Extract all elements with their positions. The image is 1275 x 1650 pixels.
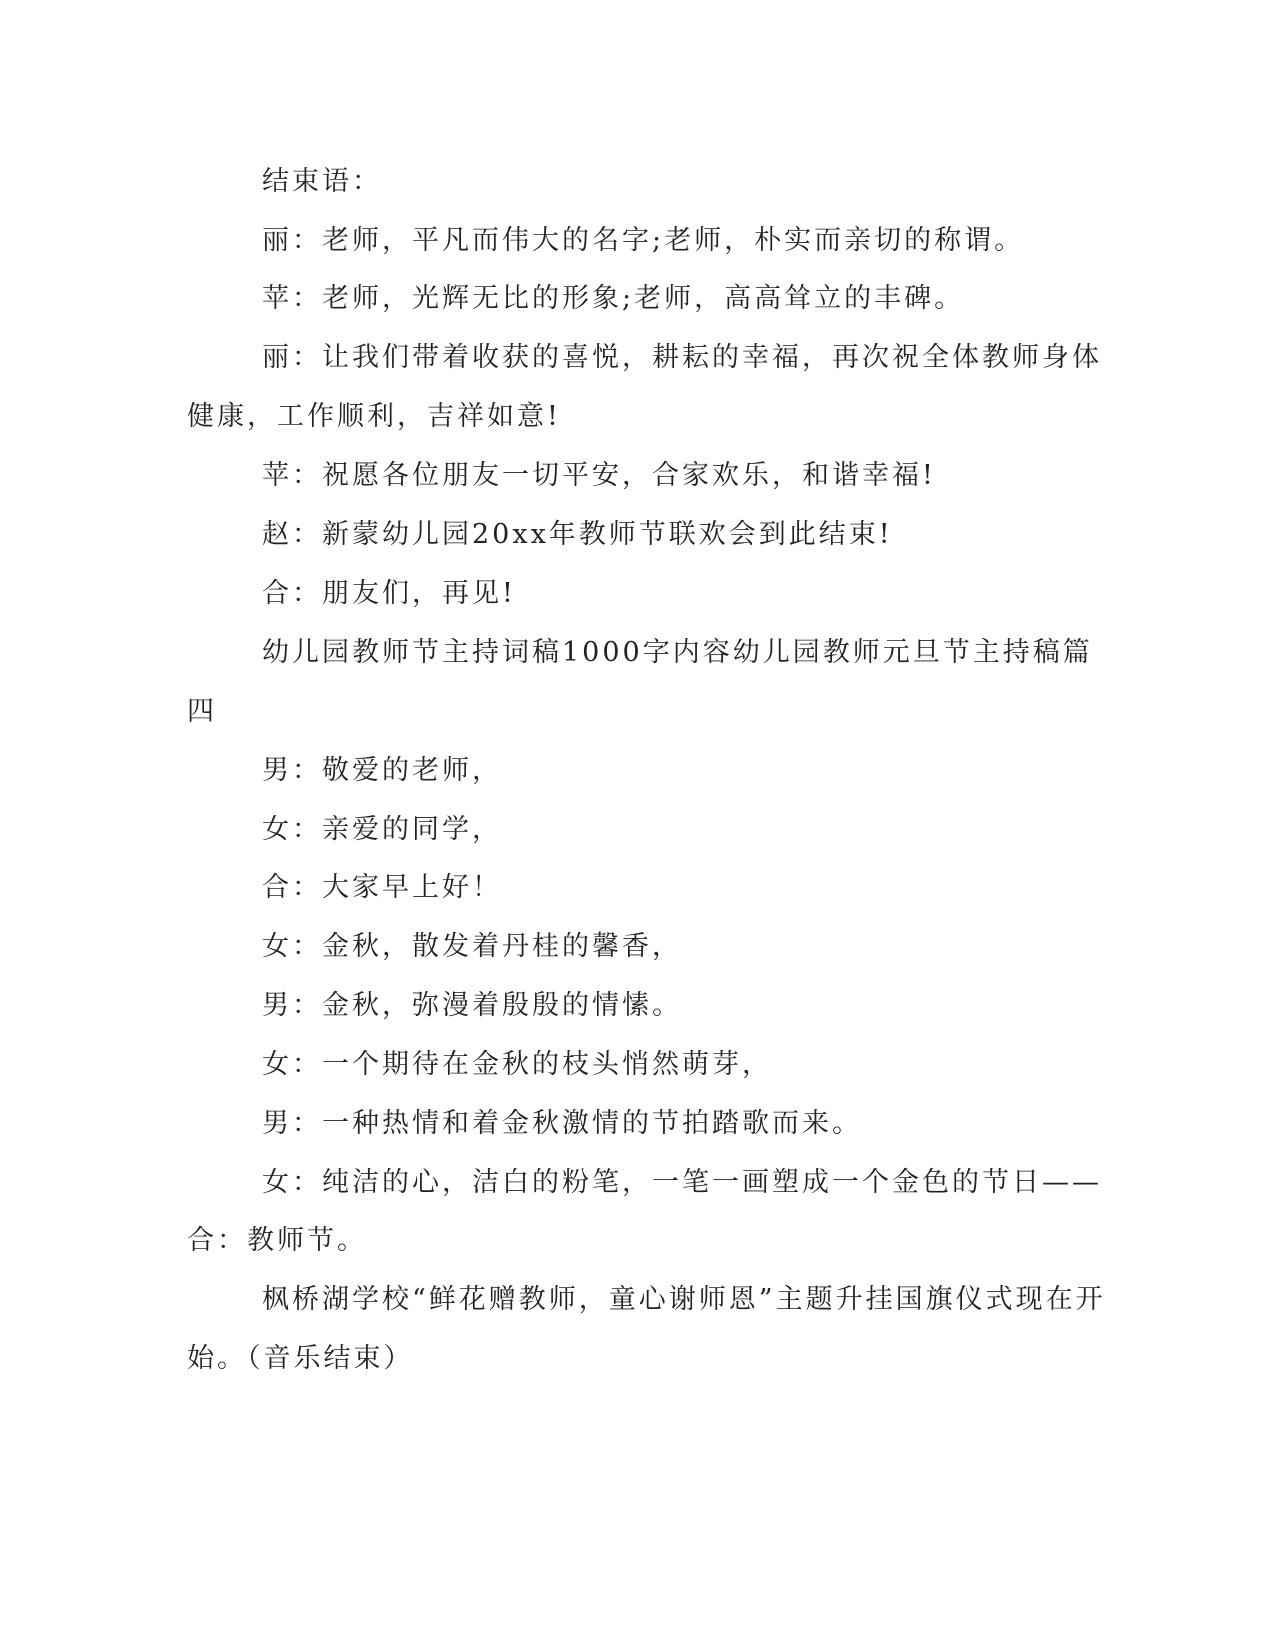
text-line: 枫桥湖学校“鲜花赠教师，童心谢师恩”主题升挂国旗仪式现在开 <box>262 1284 1106 1315</box>
text-line: 苹：老师，光辉无比的形象;老师，高高耸立的丰碑。 <box>262 283 965 314</box>
text-line: 男：敬爱的老师， <box>262 755 502 786</box>
text-line: 合：大家早上好！ <box>262 872 502 903</box>
text-line: 健康，工作顺利，吉祥如意! <box>187 401 561 432</box>
text-line: 男：一种热情和着金秋激情的节拍踏歌而来。 <box>262 1108 862 1139</box>
text-line: 女：金秋，散发着丹桂的馨香， <box>262 931 682 962</box>
section-title: 幼儿园教师节主持词稿1000字内容幼儿园教师元旦节主持稿篇 <box>262 637 1093 668</box>
text-line: 女：纯洁的心，洁白的粉笔，一笔一画塑成一个金色的节日—— <box>262 1167 1102 1198</box>
text-line: 始。（音乐结束） <box>187 1343 414 1374</box>
text-line: 男：金秋，弥漫着殷殷的情愫。 <box>262 990 682 1021</box>
text-line: 苹：祝愿各位朋友一切平安，合家欢乐，和谐幸福! <box>262 460 936 491</box>
text-line: 女：亲爱的同学， <box>262 814 502 845</box>
text-line: 赵：新蒙幼儿园20xx年教师节联欢会到此结束! <box>262 519 893 550</box>
text-line: 合：教师节。 <box>187 1225 367 1256</box>
section-title-continued: 四 <box>187 696 217 727</box>
closing-remarks-heading: 结束语： <box>262 166 382 197</box>
text-line: 丽：让我们带着收获的喜悦，耕耘的幸福，再次祝全体教师身体 <box>262 342 1102 373</box>
text-line: 丽：老师，平凡而伟大的名字;老师，朴实而亲切的称谓。 <box>262 225 1025 256</box>
text-line: 合：朋友们，再见! <box>262 578 516 609</box>
text-line: 女：一个期待在金秋的枝头悄然萌芽， <box>262 1049 772 1080</box>
